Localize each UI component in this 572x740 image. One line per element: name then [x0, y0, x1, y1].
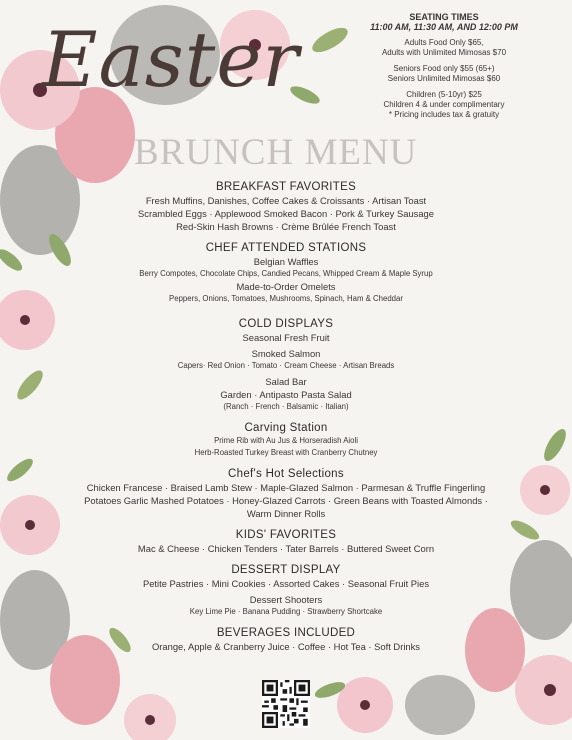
brunch-menu-title: BRUNCH MENU — [134, 132, 418, 173]
carving-title: Carving Station — [244, 422, 328, 434]
menu-line: Potatoes Garlic Mashed Potatoes · Honey-Glazed Carrots · Green Beans with Toasted Almonds · — [84, 495, 488, 506]
kids-title: KIDS' FAVORITES — [235, 529, 337, 541]
seating-title: SEATING TIMES — [409, 12, 479, 22]
gray-egg — [405, 675, 475, 735]
flower-center — [20, 315, 30, 325]
adult-pricing — [344, 38, 544, 58]
pricing-line: Seniors Unlimited Mimosas $60 — [387, 74, 501, 83]
cold-displays-title: COLD DISPLAYS — [238, 318, 334, 330]
pricing-line: Adults with Unlimited Mimosas $70 — [381, 48, 507, 57]
easter-script-title: Easter — [42, 15, 300, 104]
flower-center — [25, 520, 35, 530]
dessert-title: DESSERT DISPLAY — [231, 564, 341, 576]
seating-times: 11:00 AM, 11:30 AM, AND 12:00 PM — [370, 22, 518, 32]
pricing-line: Seniors Food only $55 (65+) — [393, 64, 495, 73]
senior-pricing — [344, 64, 544, 84]
flower-center — [540, 485, 550, 495]
menu-item-desc: Key Lime Pie · Banana Pudding · Strawberry Shortcake — [189, 607, 383, 616]
menu-item-desc: Peppers, Onions, Tomatoes, Mushrooms, Spinach, Ham & Cheddar — [169, 294, 403, 303]
hot-selections-title: Chef's Hot Selections — [228, 468, 344, 480]
pricing-line: Children (5-10yr) $25 — [406, 90, 482, 99]
beverages-title: BEVERAGES INCLUDED — [216, 627, 356, 639]
menu-item-title: Dessert Shooters — [249, 594, 323, 605]
leaf — [4, 455, 36, 485]
menu-body — [56, 180, 516, 653]
menu-item-desc: (Ranch · French · Balsamic · Italian) — [223, 402, 349, 411]
menu-item-title: Made-to-Order Omelets — [236, 281, 336, 292]
gray-egg — [510, 540, 572, 640]
flower-center — [544, 684, 556, 696]
menu-line: Warm Dinner Rolls — [246, 508, 326, 519]
menu-line: Garden · Antipasto Pasta Salad — [220, 389, 352, 400]
child-pricing — [344, 90, 544, 120]
pricing-line: * Pricing includes tax & gratuity — [388, 110, 500, 119]
menu-line: Red-Skin Hash Browns · Crème Brûlée French Toast — [176, 221, 396, 232]
leaf — [540, 426, 570, 464]
menu-item-title: Belgian Waffles — [253, 256, 319, 267]
chef-stations-title: CHEF ATTENDED STATIONS — [205, 242, 367, 254]
pricing-line: Adults Food Only $65, — [404, 38, 484, 47]
flower-center — [145, 715, 155, 725]
menu-item-title: Salad Bar — [265, 376, 307, 387]
menu-line: Petite Pastries · Mini Cookies · Assorted Cakes · Seasonal Fruit Pies — [142, 578, 430, 589]
menu-line: Chicken Francese · Braised Lamb Stew · Maple-Glazed Salmon · Parmesan & Truffle Fingerling — [86, 482, 486, 493]
menu-item-desc: Herb-Roasted Turkey Breast with Cranberry Chutney — [194, 448, 378, 457]
menu-item-title: Smoked Salmon — [251, 348, 321, 359]
breakfast-title: BREAKFAST FAVORITES — [215, 181, 357, 193]
seating-info — [344, 12, 544, 126]
menu-line: Orange, Apple & Cranberry Juice · Coffee · Hot Tea · Soft Drinks — [152, 641, 420, 652]
menu-line: Seasonal Fresh Fruit — [242, 332, 330, 343]
leaf — [0, 246, 25, 274]
pink-flower — [515, 655, 572, 725]
menu-item-desc: Capers· Red Onion · Tomato · Cream Cheese · Artisan Breads — [177, 361, 395, 370]
pricing-line: Children 4 & under complimentary — [383, 100, 505, 109]
menu-line: Fresh Muffins, Danishes, Coffee Cakes & Croissants · Artisan Toast — [145, 195, 427, 206]
menu-item-desc: Prime Rib with Au Jus & Horseradish Aioli — [214, 436, 358, 445]
leaf — [13, 367, 47, 404]
menu-line: Mac & Cheese · Chicken Tenders · Tater Barrels · Buttered Sweet Corn — [137, 543, 435, 554]
qr-code[interactable] — [262, 680, 310, 728]
flower-center — [360, 700, 370, 710]
menu-line: Scrambled Eggs · Applewood Smoked Bacon · Pork & Turkey Sausage — [138, 208, 434, 219]
menu-item-desc: Berry Compotes, Chocolate Chips, Candied Pecans, Whipped Cream & Maple Syrup — [139, 269, 433, 278]
